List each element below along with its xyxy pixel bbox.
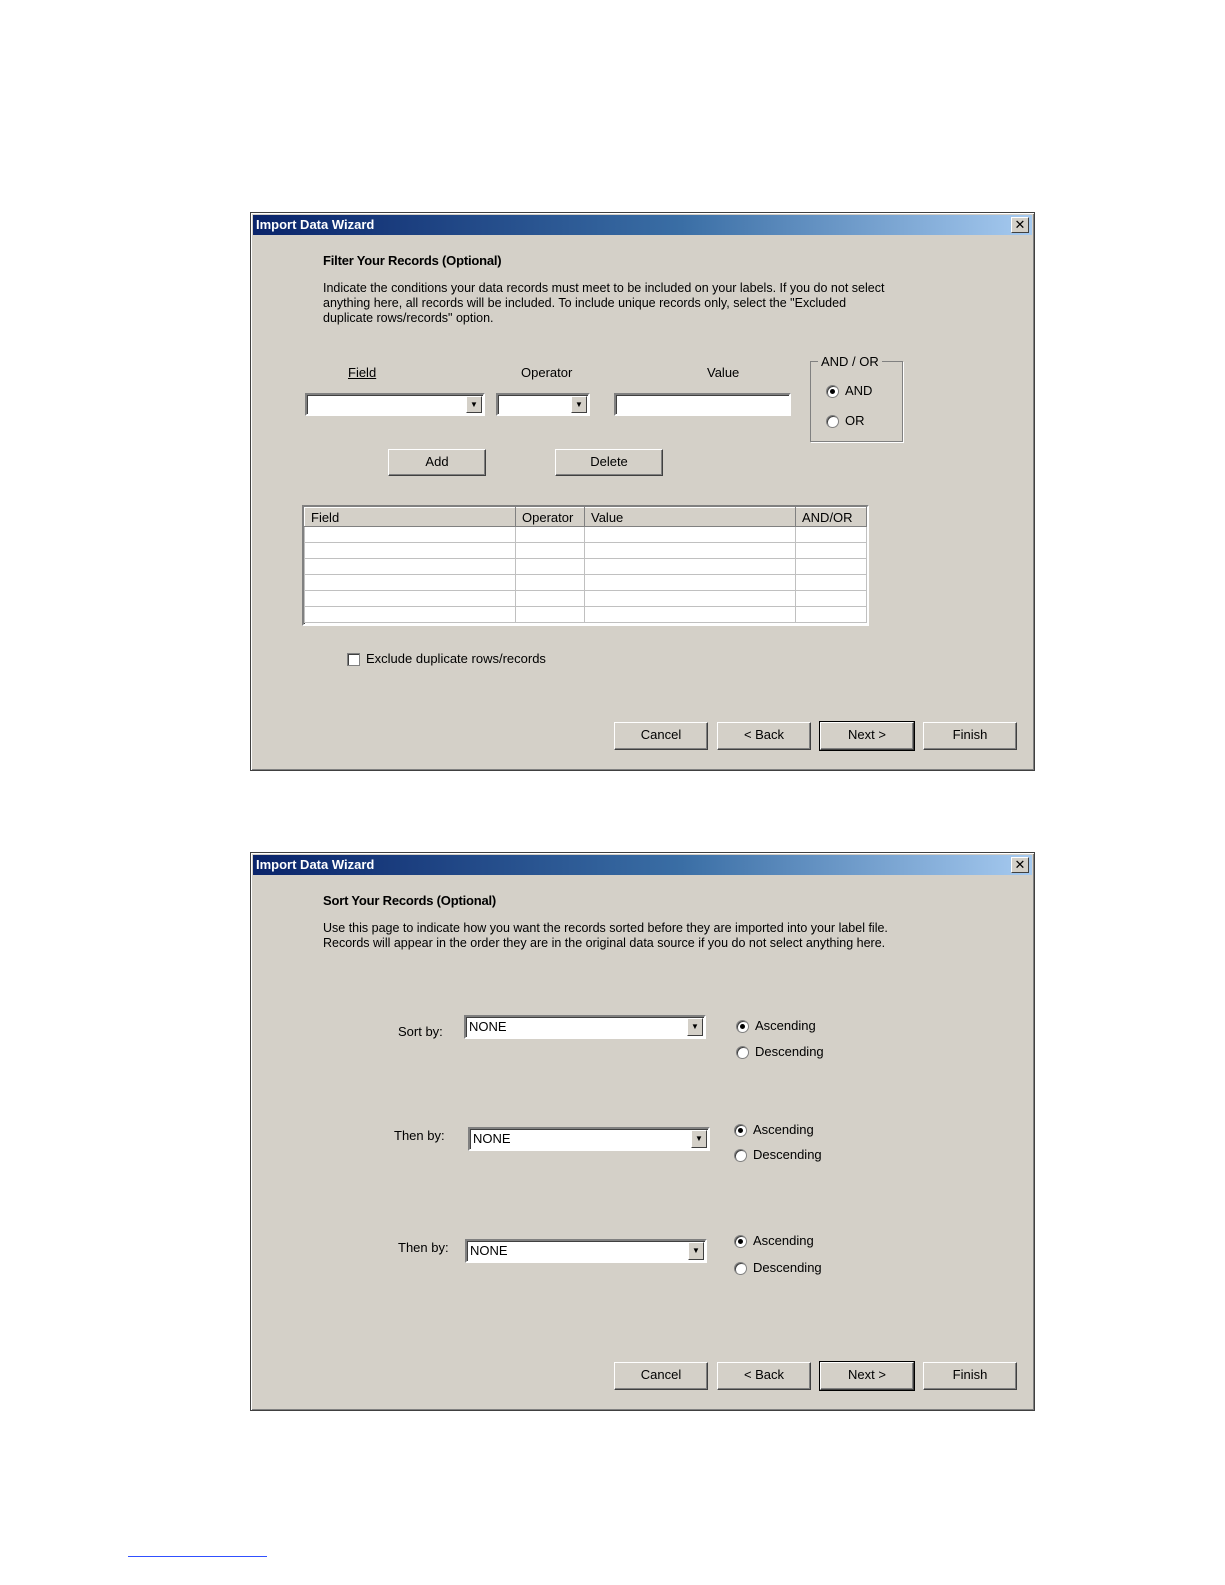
then-by-label-2: Then by: <box>398 1240 449 1255</box>
column-header-and-or[interactable]: AND/OR <box>796 508 867 527</box>
next-button[interactable]: Next > <box>820 1362 914 1390</box>
then-by-1-descending-radio[interactable] <box>734 1147 822 1162</box>
sort-wizard-dialog <box>250 852 1035 1411</box>
add-button[interactable]: Add <box>388 449 486 476</box>
page-description: Indicate the conditions your data records must meet to be included on your labels. If you do not select anything here, all records will be included. To include unique records only, select the "Excluded duplicate rows/records" option. <box>323 281 885 325</box>
column-header-field[interactable]: Field <box>305 508 516 527</box>
and-or-group-label: AND / OR <box>818 354 882 369</box>
ascending-label: Ascending <box>753 1233 814 1248</box>
radio-selected-icon[interactable] <box>734 1235 747 1248</box>
radio-selected-icon[interactable] <box>734 1124 747 1137</box>
then-by-combobox-1[interactable] <box>468 1127 710 1151</box>
ascending-label: Ascending <box>753 1122 814 1137</box>
cancel-button[interactable]: Cancel <box>614 722 708 750</box>
then-by-combobox-2[interactable] <box>465 1239 707 1263</box>
table-row[interactable] <box>305 607 867 623</box>
descending-label: Descending <box>753 1147 822 1162</box>
and-or-groupbox <box>810 361 903 442</box>
conditions-grid <box>304 507 867 623</box>
table-row[interactable] <box>305 543 867 559</box>
radio-unselected-icon[interactable] <box>826 415 839 428</box>
back-button[interactable]: < Back <box>717 1362 811 1390</box>
then-by-label-1: Then by: <box>394 1128 445 1143</box>
radio-unselected-icon[interactable] <box>734 1149 747 1162</box>
sort-by-combobox[interactable] <box>464 1015 706 1039</box>
operator-combobox[interactable] <box>496 393 590 416</box>
close-icon[interactable]: ✕ <box>1011 857 1029 873</box>
page-description: Use this page to indicate how you want the records sorted before they are imported into your label file. Records will appear in the order they are in the original data source if you do not select anything here. <box>323 921 888 950</box>
radio-selected-icon[interactable] <box>736 1020 749 1033</box>
column-header-operator[interactable]: Operator <box>516 508 585 527</box>
exclude-duplicates-checkbox[interactable] <box>347 651 546 666</box>
dropdown-arrow-icon[interactable]: ▼ <box>466 396 482 413</box>
filter-wizard-dialog <box>250 212 1035 771</box>
footnote-separator <box>128 1556 267 1557</box>
or-radio-label: OR <box>845 413 865 428</box>
then-by-1-ascending-radio[interactable] <box>734 1122 814 1137</box>
and-radio[interactable] <box>826 383 872 398</box>
column-header-value[interactable]: Value <box>585 508 796 527</box>
dropdown-arrow-icon[interactable]: ▼ <box>688 1242 704 1260</box>
value-label: Value <box>707 365 740 380</box>
checkbox-icon[interactable] <box>347 653 360 666</box>
sort-by-ascending-radio[interactable] <box>736 1018 816 1033</box>
close-icon[interactable]: ✕ <box>1011 217 1029 233</box>
table-row[interactable] <box>305 575 867 591</box>
ascending-label: Ascending <box>755 1018 816 1033</box>
table-row[interactable] <box>305 591 867 607</box>
cancel-button[interactable]: Cancel <box>614 1362 708 1390</box>
title-bar <box>253 215 1032 235</box>
then-by-value-1: NONE <box>473 1131 511 1146</box>
page-heading: Filter Your Records (Optional) <box>323 253 502 268</box>
and-radio-label: AND <box>845 383 873 398</box>
table-row[interactable] <box>305 527 867 543</box>
field-combobox[interactable] <box>305 393 485 416</box>
back-button[interactable]: < Back <box>717 722 811 750</box>
dialog-title: Import Data Wizard <box>256 217 375 232</box>
or-radio[interactable] <box>826 413 865 428</box>
then-by-2-ascending-radio[interactable] <box>734 1233 814 1248</box>
finish-button[interactable]: Finish <box>923 722 1017 750</box>
radio-unselected-icon[interactable] <box>734 1262 747 1275</box>
field-label: Field <box>348 365 377 380</box>
descending-label: Descending <box>753 1260 822 1275</box>
dropdown-arrow-icon[interactable]: ▼ <box>691 1130 707 1148</box>
dropdown-arrow-icon[interactable]: ▼ <box>687 1018 703 1036</box>
delete-button[interactable]: Delete <box>555 449 663 476</box>
sort-by-label: Sort by: <box>398 1024 443 1039</box>
finish-button[interactable]: Finish <box>923 1362 1017 1390</box>
radio-selected-icon[interactable] <box>826 385 839 398</box>
then-by-value-2: NONE <box>470 1243 508 1258</box>
then-by-2-descending-radio[interactable] <box>734 1260 822 1275</box>
table-row[interactable] <box>305 559 867 575</box>
dropdown-arrow-icon[interactable]: ▼ <box>571 396 587 413</box>
title-bar <box>253 855 1032 875</box>
page-heading: Sort Your Records (Optional) <box>323 893 497 908</box>
next-button[interactable]: Next > <box>820 722 914 750</box>
radio-unselected-icon[interactable] <box>736 1046 749 1059</box>
sort-by-value: NONE <box>469 1019 507 1034</box>
exclude-duplicates-label: Exclude duplicate rows/records <box>366 651 546 666</box>
descending-label: Descending <box>755 1044 824 1059</box>
sort-by-descending-radio[interactable] <box>736 1044 824 1059</box>
filter-conditions-table[interactable] <box>302 505 869 626</box>
dialog-title: Import Data Wizard <box>256 857 375 872</box>
value-input[interactable] <box>614 393 791 416</box>
operator-label: Operator <box>521 365 573 380</box>
